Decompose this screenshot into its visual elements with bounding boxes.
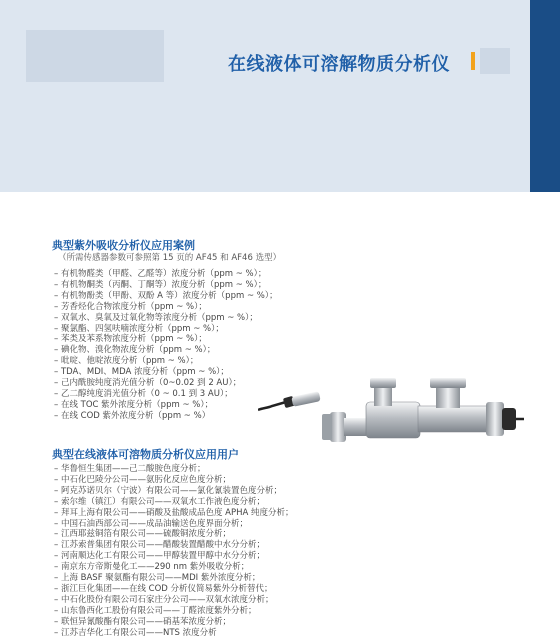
list-item: – 有机物酮类（丙酮、丁酮等）浓度分析（ppm ~ %）； bbox=[54, 280, 278, 291]
section-title-applications: 典型紫外吸收分析仪应用案例 bbox=[52, 239, 195, 252]
list-item: – 浙江巨化集团——在线 COD 分析仪简易紫外分析替代； bbox=[54, 584, 294, 595]
list-item: – 江西耶兹铜箔有限公司——硫酸铜浓度分析； bbox=[54, 529, 294, 540]
list-item: – 河南顺达化工有限公司——甲醇装置甲醇中水分分析； bbox=[54, 551, 294, 562]
list-item: – 碘化物、溴化物浓度分析（ppm ~ %）； bbox=[54, 345, 278, 356]
list-item: – 在线 TOC 紫外浓度分析（ppm ~ %）； bbox=[54, 400, 278, 411]
section-title-users: 典型在线液体可溶物质分析仪应用用户 bbox=[52, 448, 239, 461]
list-item: – 吡啶、他啶浓度分析（ppm ~ %）； bbox=[54, 356, 278, 367]
section-note: （所需传感器参数可参照第 15 页的 AF45 和 AF46 选型） bbox=[58, 253, 282, 263]
header-decor-small-box bbox=[480, 48, 510, 74]
header-banner bbox=[0, 0, 530, 192]
list-item: – 华鲁恒生集团——己二酸胺色度分析； bbox=[54, 464, 294, 475]
list-item: – 联恒异氰酸酯有限公司——硝基苯浓度分析； bbox=[54, 617, 294, 628]
list-item: – TDA、MDI、MDA 浓度分析（ppm ~ %）； bbox=[54, 367, 278, 378]
list-item: – 有机物酚类（甲酚、双酚 A 等）浓度分析（ppm ~ %）； bbox=[54, 291, 278, 302]
right-accent-bar bbox=[530, 0, 560, 192]
list-item: – 阿克苏诺贝尔（宁波）有限公司——氯化氰装置色度分析； bbox=[54, 486, 294, 497]
list-item: – 聚氯酯、四氢呋喃浓度分析（ppm ~ %）； bbox=[54, 324, 278, 335]
list-item: – 索尔维（镇江）有限公司——双氧水工作液色度分析； bbox=[54, 497, 294, 508]
user-list bbox=[54, 464, 294, 639]
list-item: – 江苏吉华化工有限公司——NTS 浓度分析 bbox=[54, 628, 294, 639]
application-list bbox=[54, 269, 278, 422]
list-item: – 有机物醛类（甲醛、乙醛等）浓度分析（ppm ~ %）； bbox=[54, 269, 278, 280]
list-item: – 山东鲁西化工股份有限公司——丁醛浓度紫外分析； bbox=[54, 606, 294, 617]
list-item: – 中石化巴陵分公司——氨肟化反应色度分析； bbox=[54, 475, 294, 486]
list-item: – 苯类及苯系物浓度分析（ppm ~ %）； bbox=[54, 334, 278, 345]
list-item: – 己内酰胺纯度消光值分析（0~0.02 到 2 AU）； bbox=[54, 378, 278, 389]
list-item: – 江苏索普集团有限公司——醋酸装置醋酸中水分分析； bbox=[54, 540, 294, 551]
list-item: – 上海 BASF 聚氨酯有限公司——MDI 紫外浓度分析； bbox=[54, 573, 294, 584]
list-item: – 南京东方帝斯曼化工——290 nm 紫外吸收分析； bbox=[54, 562, 294, 573]
header-decor-box bbox=[26, 30, 164, 82]
list-item: – 拜耳上海有限公司——硝酸及盐酸成品色度 APHA 纯度分析； bbox=[54, 508, 294, 519]
list-item: – 中国石油西部公司——成品油输送色度界面分析； bbox=[54, 519, 294, 530]
analyzer-flow-cell-image bbox=[258, 372, 528, 458]
title-marker bbox=[471, 52, 475, 70]
list-item: – 双氧水、臭氧及过氧化物等浓度分析（ppm ~ %）； bbox=[54, 313, 278, 324]
list-item: – 乙二醇纯度消光值分析（0 ~ 0.1 到 3 AU）； bbox=[54, 389, 278, 400]
list-item: – 中石化股份有限公司石家庄分公司——双氧水浓度分析； bbox=[54, 595, 294, 606]
list-item: – 在线 COD 紫外浓度分析（ppm ~ %） bbox=[54, 411, 278, 422]
page-title: 在线液体可溶解物质分析仪 bbox=[228, 54, 450, 75]
list-item: – 芳香烃化合物浓度分析（ppm ~ %）； bbox=[54, 302, 278, 313]
